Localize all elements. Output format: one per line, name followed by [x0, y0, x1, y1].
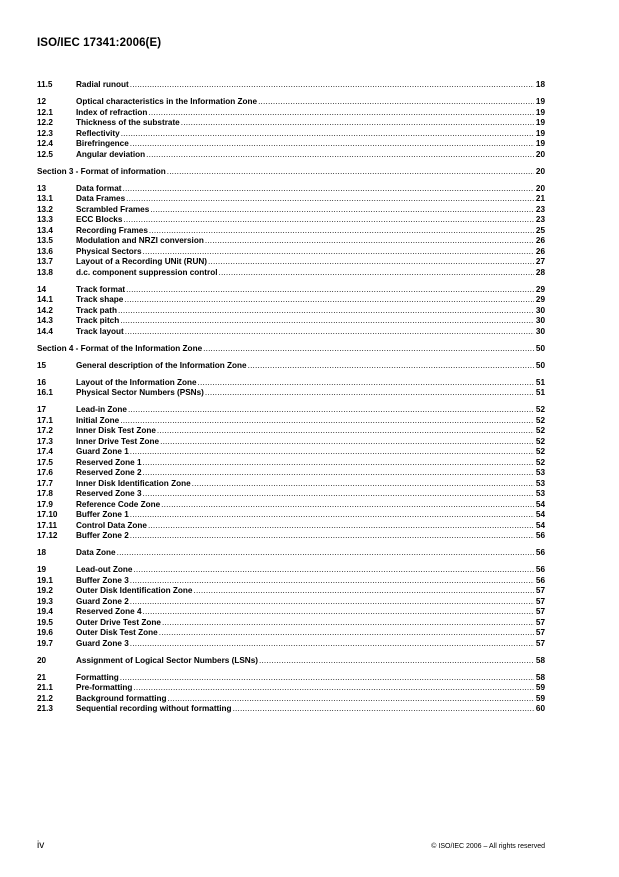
- toc-dot-leader: [167, 167, 534, 178]
- toc-entry-number: 12.5: [37, 149, 53, 159]
- toc-dot-leader: [248, 361, 534, 372]
- toc-entry-number: 16.1: [37, 388, 53, 397]
- toc-entry-number: 21: [37, 672, 47, 682]
- toc-entry-title: Reserved Zone 1: [76, 457, 142, 467]
- toc-dot-leader: [130, 447, 534, 458]
- toc-entry-page: 51: [535, 377, 545, 387]
- toc-entry: [37, 576, 545, 587]
- toc-entry-number: 12.1: [37, 107, 53, 117]
- toc-entry-title: Pre-formatting: [76, 683, 133, 692]
- toc-dot-leader: [133, 683, 534, 694]
- toc-dot-leader: [130, 639, 534, 650]
- toc-dot-leader: [162, 618, 534, 629]
- toc-entry-number: 17.6: [37, 468, 53, 477]
- toc-entry: [37, 139, 545, 150]
- footer-copyright: © ISO/IEC 2006 – All rights reserved: [431, 843, 545, 850]
- toc-entry-page: 57: [535, 596, 545, 606]
- toc-dot-leader: [181, 118, 534, 129]
- toc-entry-page: 30: [535, 316, 545, 325]
- toc-entry: [37, 426, 545, 437]
- toc-entry-number: 17.11: [37, 520, 58, 530]
- toc-entry-number: 13.4: [37, 225, 53, 235]
- toc-entry-page: 21: [535, 194, 545, 203]
- toc-entry-title: Outer Disk Identification Zone: [76, 586, 193, 595]
- toc-dot-leader: [143, 458, 534, 469]
- toc-entry-number: 13.5: [37, 236, 53, 245]
- toc-entry-page: 53: [535, 478, 545, 488]
- toc-entry-page: 53: [535, 489, 545, 498]
- toc-group: [37, 80, 545, 91]
- toc-dot-leader: [128, 405, 534, 416]
- toc-entry-page: 56: [535, 531, 545, 540]
- toc-dot-leader: [143, 489, 534, 500]
- toc-entry: [37, 378, 545, 389]
- toc-entry-title: Radial runout: [76, 80, 129, 89]
- table-of-contents: [37, 80, 545, 721]
- toc-entry-page: 57: [535, 628, 545, 637]
- toc-entry-page: 27: [535, 257, 545, 266]
- toc-dot-leader: [149, 226, 534, 237]
- toc-entry: [37, 673, 545, 684]
- toc-entry-title: Assignment of Logical Sector Numbers (LSNs): [76, 655, 258, 665]
- toc-entry-title: Inner Disk Identification Zone: [76, 478, 191, 488]
- toc-entry-title: Buffer Zone 1: [76, 510, 129, 519]
- toc-entry: [37, 268, 545, 279]
- toc-entry-number: 19.6: [37, 628, 53, 637]
- toc-dot-leader: [130, 597, 534, 608]
- toc-entry-page: 54: [535, 520, 545, 530]
- document-title: ISO/IEC 17341:2006(E): [37, 37, 162, 49]
- toc-entry-page: 58: [535, 672, 545, 682]
- toc-entry-page: 52: [535, 447, 545, 456]
- toc-entry-number: 14.2: [37, 305, 53, 315]
- toc-entry-page: 59: [535, 683, 545, 692]
- toc-entry-page: 30: [535, 305, 545, 315]
- toc-dot-leader: [258, 97, 534, 108]
- toc-entry-page: 57: [535, 617, 545, 627]
- toc-entry: [37, 521, 545, 532]
- toc-entry-page: 19: [535, 107, 545, 117]
- footer-page-number: iv: [37, 840, 45, 851]
- toc-entry-title: General description of the Information Zone: [76, 360, 247, 370]
- toc-entry-number: 18: [37, 548, 47, 557]
- toc-entry: [37, 236, 545, 247]
- toc-entry-page: 57: [535, 638, 545, 648]
- toc-entry: [37, 639, 545, 650]
- toc-entry: [37, 97, 545, 108]
- toc-entry: [37, 565, 545, 576]
- toc-entry-number: 19.5: [37, 617, 53, 627]
- toc-dot-leader: [148, 521, 534, 532]
- toc-dot-leader: [150, 205, 534, 216]
- page-footer: [37, 840, 545, 851]
- toc-entry: [37, 118, 545, 129]
- toc-entry-title: Angular deviation: [76, 149, 146, 159]
- toc-dot-leader: [259, 656, 534, 667]
- toc-entry: [37, 548, 545, 559]
- toc-entry-number: 16: [37, 377, 47, 387]
- toc-entry: [37, 405, 545, 416]
- toc-entry-number: 21.2: [37, 693, 53, 703]
- toc-entry-page: 53: [535, 468, 545, 477]
- toc-group: [37, 673, 545, 715]
- toc-entry-number: 14.3: [37, 316, 53, 325]
- toc-entry-page: 19: [535, 128, 545, 138]
- toc-entry: [37, 656, 545, 667]
- toc-entry-number: 19.2: [37, 586, 53, 595]
- toc-entry-title: Thickness of the substrate: [76, 118, 180, 127]
- toc-dot-leader: [203, 344, 534, 355]
- toc-entry: [37, 247, 545, 258]
- toc-entry-page: 56: [535, 565, 545, 574]
- toc-entry-page: 18: [535, 80, 545, 89]
- toc-entry-page: 54: [535, 510, 545, 519]
- toc-entry-title: Physical Sector Numbers (PSNs): [76, 388, 204, 397]
- toc-entry-number: 17.9: [37, 499, 53, 509]
- toc-entry-page: 59: [535, 693, 545, 703]
- toc-dot-leader: [125, 327, 534, 338]
- toc-entry: [37, 316, 545, 327]
- toc-entry-title: Reserved Zone 3: [76, 489, 142, 498]
- toc-entry: [37, 361, 545, 372]
- toc-dot-leader: [143, 247, 534, 258]
- toc-dot-leader: [130, 139, 534, 150]
- toc-entry-number: 21.3: [37, 704, 53, 713]
- toc-dot-leader: [205, 236, 534, 247]
- toc-entry-page: 29: [535, 295, 545, 304]
- toc-dot-leader: [161, 500, 534, 511]
- toc-entry-number: 14.1: [37, 295, 53, 304]
- toc-dot-leader: [208, 257, 534, 268]
- toc-entry-title: Birefringence: [76, 139, 129, 148]
- toc-entry-number: 13.8: [37, 267, 53, 277]
- toc-dot-leader: [117, 548, 534, 559]
- toc-entry-number: 19.7: [37, 638, 53, 648]
- toc-entry-page: 19: [535, 97, 545, 106]
- toc-entry: [37, 607, 545, 618]
- toc-group: [37, 378, 545, 399]
- toc-entry-title: Reflectivity: [76, 128, 120, 138]
- toc-entry-title: Data Zone: [76, 548, 116, 557]
- toc-section-heading: [37, 167, 545, 178]
- toc-entry-title: Reserved Zone 2: [76, 468, 142, 477]
- toc-entry-title: Buffer Zone 3: [76, 575, 129, 585]
- toc-entry-title: Optical characteristics in the Information Zone: [76, 97, 258, 106]
- toc-entry-title: Track shape: [76, 295, 124, 304]
- toc-entry: [37, 285, 545, 296]
- toc-group: [37, 184, 545, 279]
- toc-entry-title: Physical Sectors: [76, 246, 142, 256]
- toc-dot-leader: [120, 673, 534, 684]
- toc-dot-leader: [146, 150, 534, 161]
- toc-entry-page: 52: [535, 436, 545, 446]
- toc-entry: [37, 683, 545, 694]
- toc-entry: [37, 205, 545, 216]
- toc-entry-number: 17.5: [37, 457, 53, 467]
- toc-dot-leader: [130, 531, 534, 542]
- toc-entry-title: Formatting: [76, 672, 119, 682]
- toc-entry-title: Guard Zone 1: [76, 447, 129, 456]
- toc-entry: [37, 226, 545, 237]
- toc-entry: [37, 108, 545, 119]
- toc-dot-leader: [121, 129, 534, 140]
- toc-entry-title: Track path: [76, 305, 117, 315]
- toc-entry-title: Data Frames: [76, 194, 126, 203]
- toc-entry-page: 52: [535, 426, 545, 435]
- toc-group: [37, 344, 545, 355]
- toc-entry-number: 17.1: [37, 415, 53, 425]
- toc-entry-number: 13.7: [37, 257, 53, 266]
- toc-entry: [37, 618, 545, 629]
- toc-dot-leader: [120, 316, 534, 327]
- toc-group: [37, 405, 545, 542]
- toc-dot-leader: [160, 437, 534, 448]
- toc-entry-number: 17.10: [37, 510, 58, 519]
- toc-entry: [37, 597, 545, 608]
- toc-dot-leader: [192, 479, 534, 490]
- toc-entry: [37, 586, 545, 597]
- toc-dot-leader: [218, 268, 534, 279]
- toc-entry-number: 17.7: [37, 478, 53, 488]
- toc-group: [37, 361, 545, 372]
- toc-entry-page: 26: [535, 236, 545, 245]
- toc-dot-leader: [126, 285, 534, 296]
- toc-entry: [37, 628, 545, 639]
- toc-entry-page: 25: [535, 225, 545, 235]
- toc-entry-page: 56: [535, 575, 545, 585]
- toc-entry-page: 20: [535, 166, 545, 176]
- toc-entry-title: d.c. component suppression control: [76, 267, 218, 277]
- toc-entry-number: 15: [37, 360, 47, 370]
- toc-entry-page: 23: [535, 215, 545, 224]
- toc-entry: [37, 215, 545, 226]
- toc-entry: [37, 468, 545, 479]
- toc-entry-page: 52: [535, 457, 545, 467]
- toc-entry: [37, 447, 545, 458]
- toc-entry-title: Outer Disk Test Zone: [76, 628, 158, 637]
- toc-entry: [37, 694, 545, 705]
- toc-dot-leader: [148, 108, 534, 119]
- toc-group: [37, 97, 545, 160]
- document-header: [37, 37, 161, 49]
- toc-entry-title: Initial Zone: [76, 415, 120, 425]
- toc-entry-number: 12.3: [37, 128, 53, 138]
- toc-entry-title: Section 4 - Format of the Information Zone: [37, 343, 203, 353]
- toc-entry-title: Layout of the Information Zone: [76, 377, 197, 387]
- toc-entry-title: Background formatting: [76, 693, 167, 703]
- toc-dot-leader: [143, 468, 534, 479]
- toc-dot-leader: [198, 378, 534, 389]
- toc-entry-page: 30: [535, 326, 545, 336]
- toc-entry: [37, 479, 545, 490]
- toc-entry: [37, 327, 545, 338]
- toc-entry-number: 13.1: [37, 194, 53, 203]
- toc-entry-page: 50: [535, 360, 545, 370]
- toc-entry-title: Scrambled Frames: [76, 204, 150, 214]
- toc-entry: [37, 306, 545, 317]
- toc-group: [37, 167, 545, 178]
- toc-dot-leader: [159, 628, 534, 639]
- toc-entry-title: Track layout: [76, 326, 124, 336]
- toc-entry-title: Outer Drive Test Zone: [76, 617, 161, 627]
- toc-entry-number: 13.6: [37, 246, 53, 256]
- toc-entry-page: 52: [535, 415, 545, 425]
- toc-section-heading: [37, 344, 545, 355]
- toc-entry-title: Index of refraction: [76, 107, 148, 117]
- toc-entry-number: 12.4: [37, 139, 53, 148]
- toc-entry-title: Section 3 - Format of information: [37, 166, 166, 176]
- toc-entry-title: Lead-in Zone: [76, 405, 127, 414]
- toc-dot-leader: [205, 388, 534, 399]
- toc-entry: [37, 510, 545, 521]
- toc-entry-page: 19: [535, 139, 545, 148]
- toc-entry-page: 56: [535, 548, 545, 557]
- toc-entry-number: 14.4: [37, 326, 53, 336]
- toc-entry: [37, 388, 545, 399]
- toc-group: [37, 548, 545, 559]
- toc-entry-title: Modulation and NRZI conversion: [76, 236, 204, 245]
- toc-entry-number: 11.5: [37, 80, 53, 89]
- toc-dot-leader: [233, 704, 534, 715]
- toc-entry: [37, 257, 545, 268]
- toc-entry-number: 17.12: [37, 531, 58, 540]
- toc-entry-number: 19.4: [37, 607, 53, 616]
- toc-entry-page: 26: [535, 246, 545, 256]
- toc-entry-title: Guard Zone 2: [76, 596, 129, 606]
- toc-entry: [37, 437, 545, 448]
- toc-entry: [37, 150, 545, 161]
- toc-dot-leader: [124, 295, 534, 306]
- toc-entry-number: 17: [37, 405, 47, 414]
- toc-entry-title: Data format: [76, 183, 122, 193]
- toc-entry-number: 19.1: [37, 575, 53, 585]
- toc-entry-number: 12.2: [37, 118, 53, 127]
- toc-dot-leader: [126, 194, 534, 205]
- toc-entry: [37, 500, 545, 511]
- toc-entry: [37, 295, 545, 306]
- toc-entry-page: 29: [535, 284, 545, 294]
- toc-entry-page: 20: [535, 149, 545, 159]
- toc-entry-page: 54: [535, 499, 545, 509]
- toc-dot-leader: [193, 586, 534, 597]
- toc-entry: [37, 80, 545, 91]
- toc-entry-number: 17.2: [37, 426, 53, 435]
- toc-entry-title: Track pitch: [76, 316, 120, 325]
- toc-entry: [37, 184, 545, 195]
- toc-entry-title: Track format: [76, 284, 126, 294]
- toc-entry-number: 13.3: [37, 215, 53, 224]
- toc-entry: [37, 458, 545, 469]
- toc-entry-page: 60: [535, 704, 545, 713]
- toc-entry-title: Guard Zone 3: [76, 638, 129, 648]
- toc-entry-title: Inner Disk Test Zone: [76, 426, 156, 435]
- toc-entry-title: Recording Frames: [76, 225, 148, 235]
- toc-entry: [37, 704, 545, 715]
- toc-entry-page: 50: [535, 343, 545, 353]
- toc-entry-title: Layout of a Recording UNit (RUN): [76, 257, 207, 266]
- toc-entry-page: 51: [535, 388, 545, 397]
- toc-entry-number: 19: [37, 565, 47, 574]
- toc-dot-leader: [168, 694, 534, 705]
- toc-dot-leader: [123, 184, 535, 195]
- toc-entry-number: 17.3: [37, 436, 53, 446]
- toc-entry-number: 21.1: [37, 683, 53, 692]
- toc-group: [37, 285, 545, 338]
- toc-entry-page: 19: [535, 118, 545, 127]
- toc-entry-title: ECC Blocks: [76, 215, 123, 224]
- toc-entry-title: Reserved Zone 4: [76, 607, 142, 616]
- toc-dot-leader: [118, 306, 534, 317]
- toc-dot-leader: [130, 510, 534, 521]
- toc-dot-leader: [120, 416, 534, 427]
- toc-entry-number: 12: [37, 97, 47, 106]
- toc-dot-leader: [143, 607, 534, 618]
- toc-group: [37, 656, 545, 667]
- toc-entry: [37, 416, 545, 427]
- toc-entry-title: Inner Drive Test Zone: [76, 436, 160, 446]
- toc-entry-page: 20: [535, 183, 545, 193]
- toc-entry-number: 20: [37, 655, 47, 665]
- toc-entry-page: 52: [535, 405, 545, 414]
- toc-entry-title: Lead-out Zone: [76, 565, 133, 574]
- toc-entry-title: Sequential recording without formatting: [76, 704, 232, 713]
- toc-entry-title: Reference Code Zone: [76, 499, 161, 509]
- toc-dot-leader: [123, 215, 534, 226]
- toc-entry-number: 19.3: [37, 596, 53, 606]
- toc-dot-leader: [130, 80, 534, 91]
- toc-entry-number: 17.4: [37, 447, 53, 456]
- toc-dot-leader: [133, 565, 534, 576]
- toc-entry-title: Control Data Zone: [76, 520, 147, 530]
- toc-entry-number: 13.2: [37, 204, 53, 214]
- toc-entry: [37, 489, 545, 500]
- toc-entry: [37, 129, 545, 140]
- toc-entry-page: 23: [535, 204, 545, 214]
- toc-dot-leader: [157, 426, 534, 437]
- toc-entry-page: 57: [535, 607, 545, 616]
- toc-entry: [37, 194, 545, 205]
- toc-entry-number: 17.8: [37, 489, 53, 498]
- toc-group: [37, 565, 545, 649]
- toc-entry-number: 13: [37, 183, 47, 193]
- toc-entry-page: 58: [535, 655, 545, 665]
- toc-entry-number: 14: [37, 284, 47, 294]
- toc-entry-page: 57: [535, 586, 545, 595]
- toc-dot-leader: [130, 576, 534, 587]
- toc-entry-page: 28: [535, 267, 545, 277]
- toc-entry: [37, 531, 545, 542]
- toc-entry-title: Buffer Zone 2: [76, 531, 129, 540]
